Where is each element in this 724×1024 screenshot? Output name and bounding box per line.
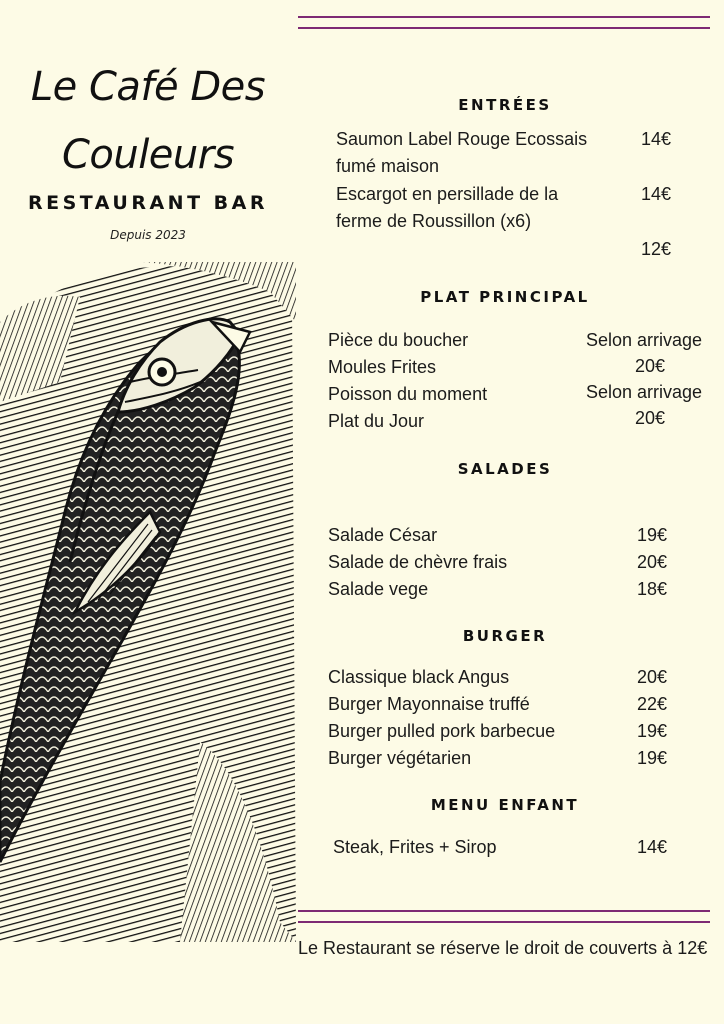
restaurant-name-line2: Couleurs xyxy=(61,132,235,178)
menu-item-name: Burger Mayonnaise truffé xyxy=(328,694,530,714)
menu-item-name: Escargot en persillade de la xyxy=(336,184,559,204)
menu-item-price: 20€ xyxy=(636,552,668,572)
menu-item-name: Pièce du boucher xyxy=(328,330,469,350)
menu-item-price: Selon arrivage xyxy=(585,382,703,402)
menu-item-name: Salade de chèvre frais xyxy=(328,552,508,572)
restaurant-name-line1: Le Café Des xyxy=(30,64,266,110)
section-title-entrees: ENTRÉES xyxy=(458,96,552,114)
menu-item-name: Poisson du moment xyxy=(328,384,488,404)
restaurant-subtitle: RESTAURANT BAR xyxy=(28,192,268,214)
footer-note: Le Restaurant se réserve le droit de couverts à 12€ xyxy=(298,938,708,958)
top-rule-2 xyxy=(298,27,710,29)
menu-item-name: Plat du Jour xyxy=(328,411,425,431)
section-title-salades: SALADES xyxy=(457,460,553,478)
since-year: Depuis 2023 xyxy=(110,228,186,242)
fish-engraving-icon xyxy=(0,262,298,942)
menu-item-name: Salade vege xyxy=(328,579,429,599)
menu-item-name-continued: fumé maison xyxy=(336,156,440,176)
menu-item-price: 14€ xyxy=(640,184,672,204)
menu-item-name: Burger végétarien xyxy=(328,748,472,768)
menu-item-price: Selon arrivage xyxy=(585,330,703,350)
menu-item-price: 19€ xyxy=(636,525,668,545)
top-rule-1 xyxy=(298,16,710,18)
menu-item-name: Classique black Angus xyxy=(328,667,510,687)
menu-item-price: 18€ xyxy=(636,579,668,599)
menu-item-price: 19€ xyxy=(636,721,668,741)
section-title-burger: BURGER xyxy=(462,627,548,645)
menu-item-price: 14€ xyxy=(636,837,668,857)
menu-item-name: Burger pulled pork barbecue xyxy=(328,721,556,741)
menu-item-price: 22€ xyxy=(636,694,668,714)
menu-item-price: 19€ xyxy=(636,748,668,768)
menu-item-price: 12€ xyxy=(640,239,672,259)
menu-item-name: Salade César xyxy=(328,525,438,545)
section-title-menu-enfant: MENU ENFANT xyxy=(430,796,580,814)
bottom-rule-2 xyxy=(298,921,710,923)
menu-item-name: Moules Frites xyxy=(328,357,437,377)
menu-item-price: 20€ xyxy=(634,408,666,428)
menu-item-price: 20€ xyxy=(636,667,668,687)
menu-item-name-continued: ferme de Roussillon (x6) xyxy=(336,211,532,231)
bottom-rule-1 xyxy=(298,910,710,912)
menu-item-price: 14€ xyxy=(640,129,672,149)
menu-item-name: Saumon Label Rouge Ecossais xyxy=(336,129,588,149)
section-title-plat-principal: PLAT PRINCIPAL xyxy=(420,288,590,306)
menu-item-price: 20€ xyxy=(634,356,666,376)
menu-item-name: Steak, Frites + Sirop xyxy=(333,837,497,857)
